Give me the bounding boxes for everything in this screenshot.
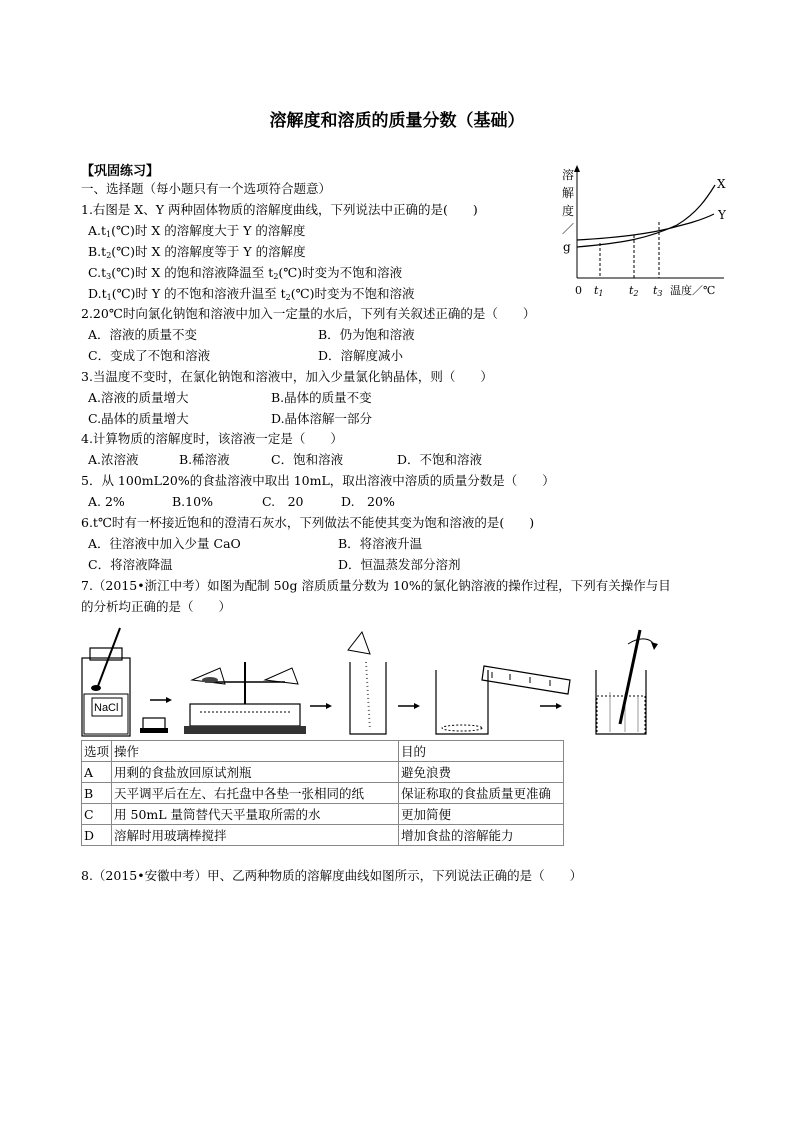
page-title: 溶解度和溶质的质量分数（基础） xyxy=(269,111,525,131)
table-cell: D xyxy=(82,825,112,846)
bottle-stopper-icon xyxy=(140,718,168,733)
q5-option-b: B.10% xyxy=(172,494,213,509)
q4-option-d: D．不饱和溶液 xyxy=(397,452,483,467)
table-cell: 用剩的食盐放回原试剂瓶 xyxy=(112,762,399,783)
q3-option-a: A.溶液的质量增大 xyxy=(88,390,189,405)
section-label: 【巩固练习】 xyxy=(81,164,160,179)
q3-stem: 3.当温度不变时，在氯化钠饱和溶液中，加入少量氯化钠晶体，则（ ） xyxy=(81,369,493,384)
q1-stem: 1.右图是 X、Y 两种固体物质的溶解度曲线，下列说法中正确的是( ) xyxy=(81,202,478,217)
x-axis-label: 温度／℃ xyxy=(670,284,716,297)
balance-icon xyxy=(184,662,306,734)
table-header-cell: 目的 xyxy=(399,741,564,762)
curve-x xyxy=(577,185,715,247)
table-cell: 用 50mL 量筒替代天平量取所需的水 xyxy=(112,804,399,825)
table-row xyxy=(82,783,564,804)
q1-option-b: $B.t_2(℃)$时 X 的溶解度等于 Y 的溶解度 xyxy=(88,244,306,260)
table-cell: 避免浪费 xyxy=(399,762,564,783)
table-header-cell: 操作 xyxy=(112,741,399,762)
table-header-row xyxy=(82,741,564,762)
q3-option-b: B.晶体的质量不变 xyxy=(271,390,372,405)
tick-label: t1 xyxy=(594,284,604,298)
y-axis-arrow xyxy=(574,165,580,172)
table-cell: B xyxy=(82,783,112,804)
bottle-label: NaCl xyxy=(94,702,119,714)
q4-stem: 4.计算物质的溶解度时，该溶液一定是（ ） xyxy=(81,431,343,446)
solution-preparation-figure xyxy=(80,622,670,740)
tick-label: t2 xyxy=(629,284,639,298)
q2-option-d: D．溶解度减小 xyxy=(318,348,404,363)
q3-option-d: D.晶体溶解一部分 xyxy=(271,411,373,426)
table-row xyxy=(82,804,564,825)
y-label-char: 解 xyxy=(562,186,575,200)
q7-stem-line1: 7.（2015•浙江中考）如图为配制 50g 溶质质量分数为 10%的氯化钠溶液的操作过程，下列有关操作与目 xyxy=(81,578,671,593)
y-label-char: 度 xyxy=(562,204,575,218)
q3-option-c: C.晶体的质量增大 xyxy=(88,411,189,426)
q4-option-c: C．饱和溶液 xyxy=(271,452,344,467)
q7-stem-line2: 的分析均正确的是（ ） xyxy=(81,599,232,614)
origin-label: 0 xyxy=(575,284,582,297)
arrow-icon xyxy=(310,703,332,709)
arrow-icon xyxy=(540,703,562,709)
q5-option-a: A. 2% xyxy=(88,494,125,509)
q6-option-c: C．将溶液降温 xyxy=(88,557,173,572)
q2-option-a: A．溶液的质量不变 xyxy=(88,327,198,342)
table-cell: C xyxy=(82,804,112,825)
q6-option-b: B．将溶液升温 xyxy=(338,536,423,551)
beaker-icon xyxy=(596,670,646,734)
operations-table xyxy=(81,740,564,846)
reagent-bottle-icon xyxy=(82,628,130,736)
table-cell: 溶解时用玻璃棒搅拌 xyxy=(112,825,399,846)
y-label-char: g xyxy=(563,240,571,254)
y-label-char: 溶 xyxy=(562,168,575,182)
q8-stem: 8.（2015•安徽中考）甲、乙两种物质的溶解度曲线如图所示，下列说法正确的是（ ） xyxy=(81,868,583,883)
table-header-cell: 选项 xyxy=(82,741,112,762)
y-label-char: ／ xyxy=(562,222,575,236)
q2-option-c: C．变成了不饱和溶液 xyxy=(88,348,211,363)
q1-option-a: $A.t_1(℃)$时 X 的溶解度大于 Y 的溶解度 xyxy=(88,223,306,239)
q5-option-c: C. 20 xyxy=(262,494,304,509)
q6-stem: 6.t℃时有一杯接近饱和的澄清石灰水，下列做法不能使其变为饱和溶液的是( ) xyxy=(81,515,535,530)
section-heading: 一、选择题（每小题只有一个选项符合题意） xyxy=(81,181,332,196)
q4-option-b: B.稀溶液 xyxy=(179,452,230,467)
table-cell: 更加简便 xyxy=(399,804,564,825)
curve-label-y: Y xyxy=(718,208,726,222)
table-cell: 增加食盐的溶解能力 xyxy=(399,825,564,846)
q5-stem: 5．从 100mL20%的食盐溶液中取出 10mL，取出溶液中溶质的质量分数是（ ） xyxy=(81,473,555,488)
table-cell: 保证称取的食盐质量更准确 xyxy=(399,783,564,804)
q5-option-d: D. 20% xyxy=(341,494,395,509)
q2-stem: 2.20℃时向氯化钠饱和溶液中加入一定量的水后，下列有关叙述正确的是（ ） xyxy=(81,306,536,321)
q1-option-d: $D.t_1(℃)$时 Y 的不饱和溶液升温至 $t_2(℃)$时变为不饱和溶液 xyxy=(88,286,415,302)
glass-rod-icon xyxy=(620,630,658,724)
q2-option-b: B．仍为饱和溶液 xyxy=(318,327,415,342)
table-row xyxy=(82,762,564,783)
table-cell: A xyxy=(82,762,112,783)
tick-label: t3 xyxy=(653,284,663,298)
table-cell: 天平调平后在左、右托盘中各垫一张相同的纸 xyxy=(112,783,399,804)
curve-label-x: X xyxy=(717,177,726,191)
beaker-icon xyxy=(436,670,488,734)
arrow-icon xyxy=(398,703,420,709)
graduated-cylinder-icon xyxy=(482,666,570,694)
arrow-icon xyxy=(150,697,172,703)
q4-option-a: A.浓溶液 xyxy=(88,452,139,467)
q1-option-c: $C.t_3(℃)$时 X 的饱和溶液降温至 $t_2(℃)$时变为不饱和溶液 xyxy=(88,265,403,281)
q6-option-d: D．恒温蒸发部分溶剂 xyxy=(338,557,461,572)
q6-option-a: A．往溶液中加入少量 CaO xyxy=(88,536,241,551)
beaker-icon xyxy=(348,632,386,734)
solubility-curve-figure xyxy=(552,163,732,303)
table-row xyxy=(82,825,564,846)
